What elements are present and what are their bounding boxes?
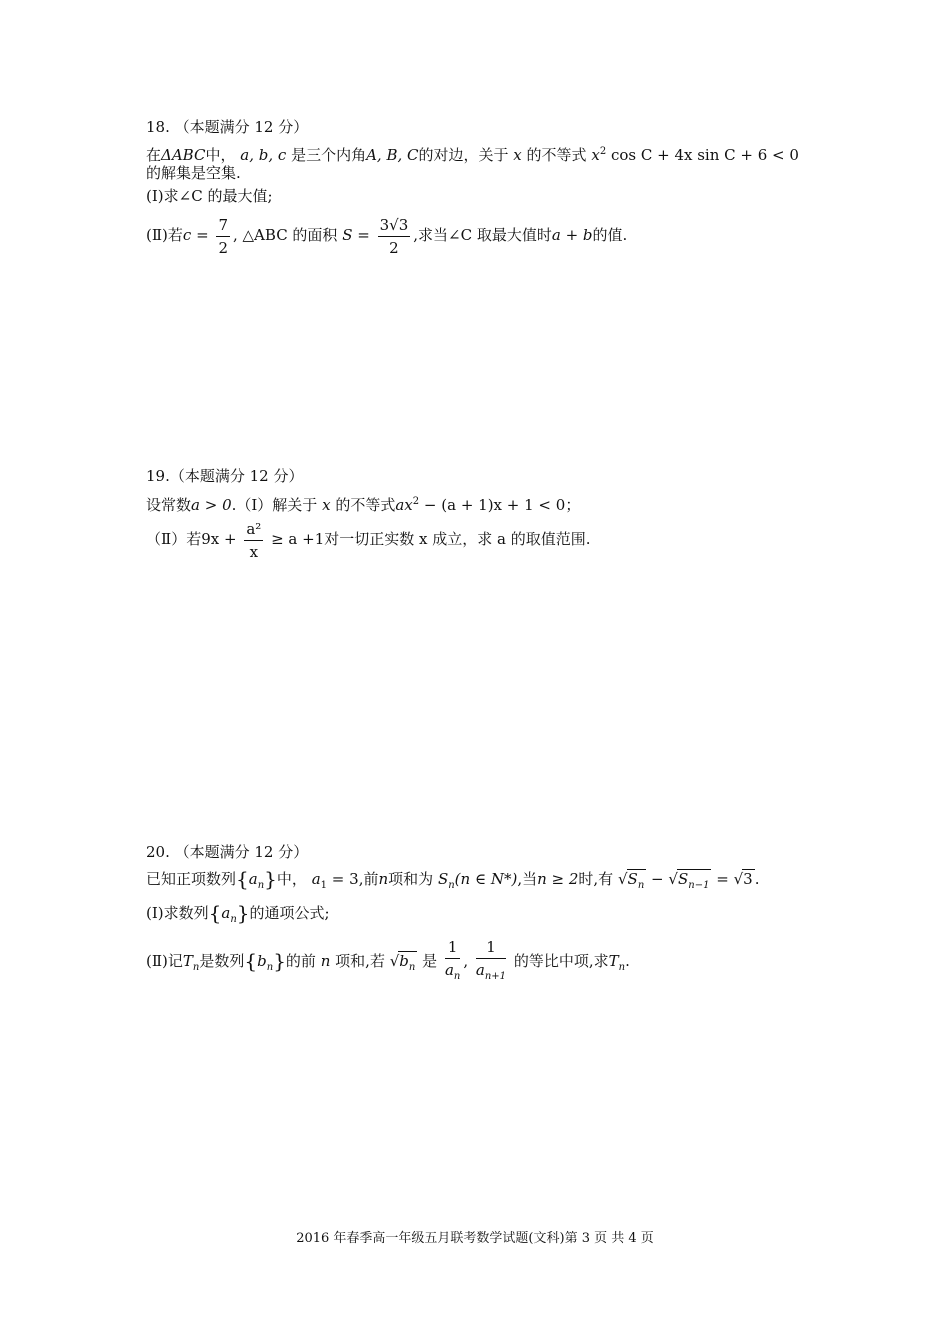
problem-18-part2	[146, 214, 627, 257]
inequality: − (a + 1)x + 1 < 0	[423, 496, 566, 514]
part2-comma: ,	[463, 952, 469, 970]
triangle-abc: ΔABC	[161, 146, 206, 164]
part2-rest: ,求当∠C 取最大值时	[413, 226, 552, 244]
frac-den: 2	[389, 238, 399, 257]
sqrt-sn-1: $√S_{n-1}$	[668, 870, 710, 891]
sqrt-3: √3	[733, 870, 753, 888]
problem-20-header: 20. （本题满分 12 分）	[146, 843, 309, 861]
var-n: n	[320, 952, 331, 970]
var-n: n	[378, 870, 389, 888]
fraction-1-an1	[476, 938, 506, 986]
left-brace: {	[208, 901, 222, 925]
c-eq: c =	[182, 226, 209, 244]
var-x2: x	[591, 146, 600, 164]
stem-rest: 的对边，关于	[418, 146, 509, 164]
page-footer: 2016 年春季高一年级五月联考数学试题(文科)第 3 页 共 4 页	[296, 1231, 654, 1246]
sub-n: n	[266, 962, 274, 973]
frac-num: 1	[476, 938, 506, 959]
n-domain: (n ∈ N*)	[454, 870, 518, 888]
frac-num: 3√3	[378, 216, 411, 237]
part2-end: .	[625, 952, 630, 970]
problem-20-part2	[146, 938, 630, 990]
sub-n: n	[192, 962, 200, 973]
part1-prefix: (Ⅰ)求数列	[146, 904, 209, 922]
exponent-2: 2	[412, 496, 420, 507]
s-eq: S =	[342, 226, 370, 244]
problem-18-header: 18. （本题满分 12 分）	[146, 118, 309, 136]
frac-den: $a_n$	[444, 961, 461, 982]
line1-when: ,当	[517, 870, 538, 888]
frac-num: 7	[216, 216, 230, 237]
line1-you: 时,有	[578, 870, 614, 888]
problem-18-part1: (Ⅰ)求∠C 的最大值;	[146, 187, 273, 205]
angle-vars: A, B, C	[366, 146, 419, 164]
part2-first: 的前	[285, 952, 316, 970]
sub-n: n	[257, 880, 265, 891]
sub-n: n	[618, 962, 626, 973]
problem-18-stem-line2: 的解集是空集.	[146, 164, 241, 182]
part2-geo: 的等比中项,求	[513, 952, 609, 970]
line1-prefix: 已知正项数列	[146, 870, 237, 888]
right-brace: }	[264, 867, 277, 891]
exponent-2: 2	[599, 146, 607, 157]
part2-sum: 项和,若	[335, 952, 385, 970]
part2-prefix: （Ⅱ）若	[146, 530, 202, 548]
var-x: x	[322, 496, 331, 514]
var-x: x	[513, 146, 522, 164]
frac-den: x	[249, 542, 259, 561]
line1-prefix: 设常数	[146, 496, 192, 514]
part2-mid: , △ABC 的面积	[232, 226, 338, 244]
equals: =	[716, 870, 729, 888]
frac-num: a²	[244, 520, 263, 541]
part2-lhs: 9x +	[201, 530, 237, 548]
left-brace: {	[236, 867, 249, 891]
a1-value: = 3	[331, 870, 359, 888]
sub-1: 1	[320, 880, 328, 891]
part2-rest: 对一切正实数 x 成立，求 a 的取值范围.	[324, 530, 591, 548]
ax2: ax	[395, 496, 413, 514]
part2-prefix: (Ⅱ)若	[146, 226, 183, 244]
a-positive: a > 0	[191, 496, 232, 514]
line1-zhong: 中，	[276, 870, 307, 888]
minus: −	[651, 870, 664, 888]
right-brace: }	[273, 949, 286, 973]
frac-den: 2	[218, 238, 228, 257]
frac-num: 1	[445, 938, 460, 959]
fraction-a2-x	[244, 520, 263, 561]
part2-end: 的值.	[592, 226, 628, 244]
line1-mid: ,前	[358, 870, 379, 888]
stem-zhong: 中，	[205, 146, 236, 164]
tn: T	[182, 952, 193, 970]
stem-mid: 是三个内角	[291, 146, 367, 164]
problem-20-part1	[146, 903, 330, 930]
a-plus-b: a + b	[551, 226, 593, 244]
seq-a: a	[248, 870, 258, 888]
part2-shi: 是	[422, 952, 438, 970]
left-brace: {	[244, 949, 258, 973]
tn-end: T	[608, 952, 619, 970]
n-cond: n ≥ 2	[537, 870, 579, 888]
ineq-label: 的不等式	[335, 496, 396, 514]
fraction-3sqrt3-2	[378, 216, 411, 257]
seq-a: a	[221, 904, 231, 922]
sqrt-bn: $√b_n$	[389, 952, 416, 973]
sub-n: n	[448, 880, 455, 891]
problem-19-header: 19.（本题满分 12 分）	[146, 467, 304, 485]
side-vars: a, b, c	[240, 146, 287, 164]
inequality: cos C + 4x sin C + 6 < 0	[610, 146, 799, 164]
problem-20-line1: 已知正项数列$\{a_n\}$中， $a_1 = 3$,前n项和为 $S_n(n$ ∈ N*),当n ≥ 2时,有 $√S_n - √S_{n-1} = √3$ .	[146, 867, 760, 891]
frac-den: $a_{n+1}$	[475, 961, 507, 982]
problem-19-line1	[146, 492, 580, 515]
fraction-7-2	[216, 216, 230, 257]
problem-18-stem	[146, 142, 799, 165]
seq-b: b	[257, 952, 267, 970]
ineq-label: 的不等式	[526, 146, 587, 164]
part2-is: 是数列	[199, 952, 245, 970]
a1: a	[311, 870, 321, 888]
line1-mid: .（Ⅰ）解关于	[231, 496, 318, 514]
part1-suffix: 的通项公式;	[249, 904, 330, 922]
line1-sum: 项和为	[388, 870, 434, 888]
sn: S	[437, 870, 449, 888]
fraction-1-an	[445, 938, 460, 986]
right-brace: }	[236, 901, 250, 925]
part2-prefix: (Ⅱ)记	[146, 952, 183, 970]
line1-end: ；	[565, 496, 581, 514]
part2-rhs: ≥ a +1	[271, 530, 325, 548]
sqrt-sn: $√S_n$	[617, 870, 645, 891]
sub-n: n	[230, 914, 237, 925]
stem-prefix: 在	[146, 146, 162, 164]
problem-19-part2	[146, 518, 591, 561]
